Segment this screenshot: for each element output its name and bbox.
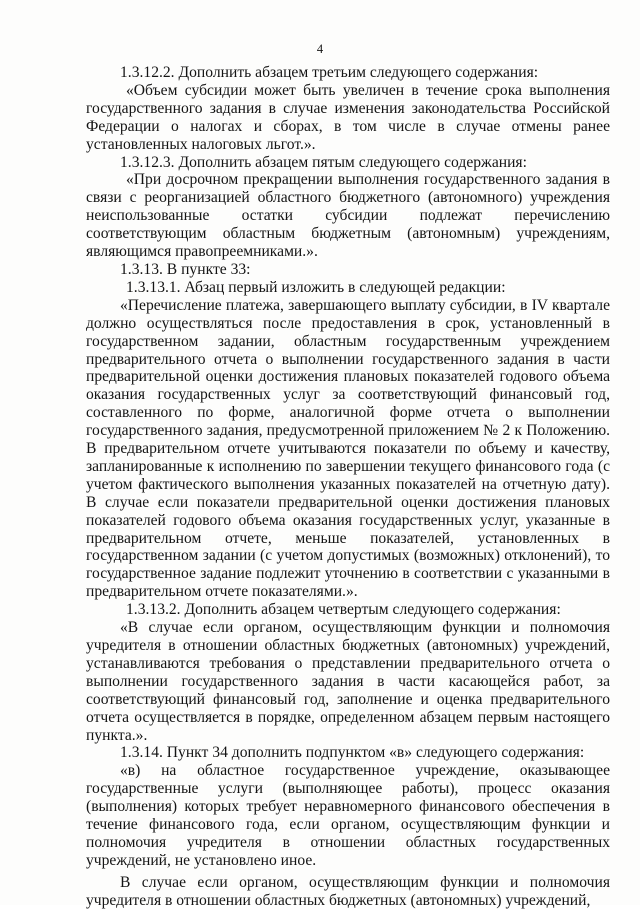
paragraph-continuation: В случае если органом, осуществляющим функции и полномочия учредителя в отношении областных бюджетных (автономных) учреждений, xyxy=(86,873,610,909)
page-number: 4 xyxy=(316,42,324,56)
paragraph-1-3-13-1: 1.3.13.1. Абзац первый изложить в следующей редакции: xyxy=(126,278,506,296)
document-body xyxy=(86,64,610,910)
paragraph-1-3-12-2: 1.3.12.2. Дополнить абзацем третьим следующего содержания: xyxy=(120,64,539,81)
paragraph-1-3-13: 1.3.13. В пункте 33: xyxy=(120,260,251,278)
paragraph-1-3-14: 1.3.14. Пункт 34 дополнить подпунктом «в» следующего содержания: xyxy=(120,744,585,762)
paragraph-quote-payment-transfer: «Перечисление платежа, завершающего выплату субсидии, в IV квартале должно осуществляться после предоставления в срок, установленный в государственном задании, областным государственным учреждением предварительного отчета о выполнении государственного задания в части предварительной оценки достижения плановых показателей годового объема оказания государственных услуг за соответствующий финансовый год, составленного по форме, аналогичной форме отчета о выполнении государственного задания, предусмотренной приложением № 2 к Положению. В предварительном отчете учитываются показатели по объему и качеству, запланированные к исполнению по завершении текущего финансового года (с учетом фактического выполнения указанных показателей на отчетную дату). В случае если показатели предварительной оценки достижения плановых показателей годового объема оказания государственных услуг, указанные в предварительном отчете, меньше показателей, установленных в государственном задании (с учетом допустимых (возможных) отклонений), то государственное задание подлежит уточнению в соответствии с указанными в предварительном отчете показателями.». xyxy=(86,296,610,601)
paragraph-quote-preliminary-report: «В случае если органом, осуществляющим функции и полномочия учредителя в отношении областных бюджетных (автономных) учреждений, устанавливаются требования о представлении предварительного отчета о выполнении государственного задания в части касающейся работ, за соответствующий финансовый год, заполнение и оценка предварительного отчета осуществляется в порядке, определенном абзацем первым настоящего пункта.». xyxy=(86,619,610,744)
paragraph-quote-early-termination: «При досрочном прекращении выполнения государственного задания в связи с реорганизацией областного бюджетного (автономного) учреждения неиспользованные остатки субсидии подлежат перечислению соответствующим областным бюджетным (автономным) учреждениям, являющимся правопреемниками.». xyxy=(86,171,610,261)
paragraph-1-3-12-3: 1.3.12.3. Дополнить абзацем пятым следующего содержания: xyxy=(120,153,527,171)
paragraph-1-3-13-2: 1.3.13.2. Дополнить абзацем четвертым следующего содержания: xyxy=(126,601,561,619)
paragraph-quote-subpoint-v: «в) на областное государственное учреждение, оказывающее государственные услуги (выполняющее работы), процесс оказания (выполнения) которых требует неравномерного финансового обеспечения в течение финансового года, если органом, осуществляющим функции и полномочия учредителя в отношении областных государственных учреждений, не установлено иное. xyxy=(86,762,610,869)
paragraph-quote-subsidy-volume: «Объем субсидии может быть увеличен в течение срока выполнения государственного задания в случае изменения законодательства Российской Федерации о налогах и сборах, в том числе в случае отмены ранее установленных налоговых льгот.». xyxy=(86,81,610,153)
